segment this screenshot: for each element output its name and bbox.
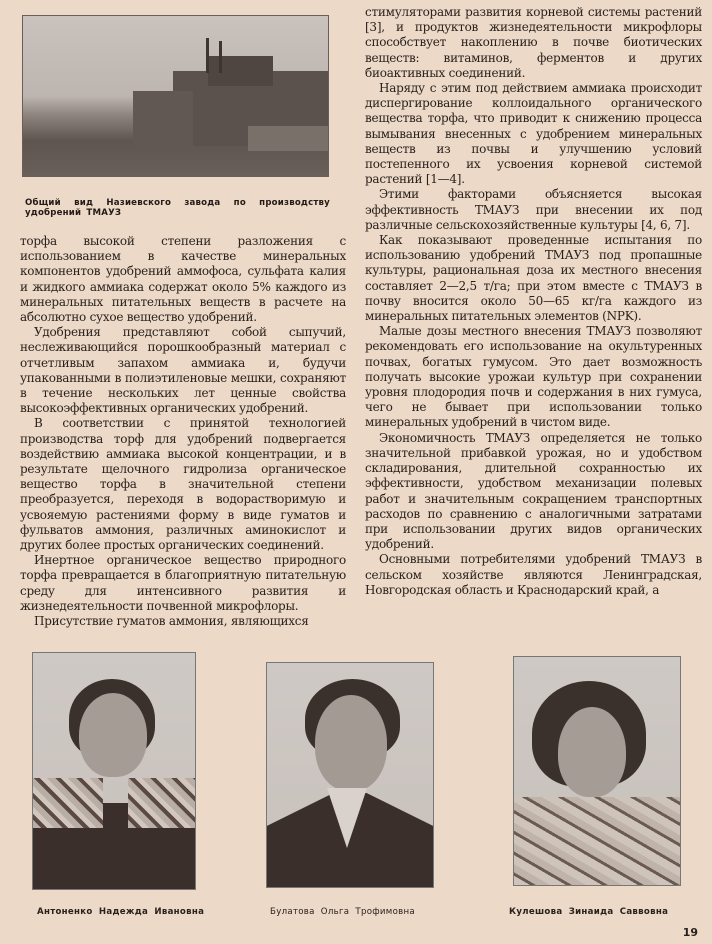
paragraph: Инертное органическое вещество природного торфа превращается в благоприятную питательную среду для интенсивного развития и жизнедеятельности почвенной микрофлоры. bbox=[20, 553, 346, 613]
portrait-face bbox=[79, 693, 147, 777]
paragraph: Как показывают проведенные испытания по использованию удобрений ТМАУЗ под пропашные культуры, рациональная доза их местного внесения составляет 2—2,5 т/га; при этом вместе с ТМАУЗ в почву вносится около 50—65 кг/га каждого из минеральных питательных элементов (NPK). bbox=[365, 233, 702, 324]
paragraph: Основными потребителями удобрений ТМАУЗ в сельском хозяйстве являются Ленинградская, Новгородская область и Краснодарский край, а bbox=[365, 552, 702, 597]
paragraph: Присутствие гуматов аммония, являющихся bbox=[34, 614, 309, 629]
portrait-name: Кулешова Зинаида Саввовна bbox=[509, 907, 669, 917]
portrait-name: Булатова Ольга Трофимовна bbox=[270, 907, 415, 917]
factory-building-wing bbox=[133, 91, 193, 146]
factory-shed bbox=[248, 126, 328, 151]
paragraph: В соответствии с принятой технологией производства торф для удобрений подвергается воздействию аммиака высокой концентрации, и в результате щелочного гидролиза органическое вещество торфа в значительной степени преобразуется, переходя в водорастворимую и усвояемую растениями форму в виде гуматов и фульватов аммония, различных аминокислот и других более простых органических соединений. bbox=[20, 416, 346, 553]
right-column bbox=[365, 5, 702, 598]
portrait-collar bbox=[128, 778, 195, 828]
paragraph: Малые дозы местного внесения ТМАУЗ позволяют рекомендовать его использование на окультуренных почвах, богатых гумусом. Это дает возможность получать высокие урожаи культур при сохранении уровня плодородия почв и содержания в них гумуса, чего не бывает при использовании только минеральных удобрений в чистом виде. bbox=[365, 324, 702, 430]
portrait-clothing bbox=[514, 797, 680, 885]
portrait-photo bbox=[513, 656, 681, 886]
factory-caption: Общий вид Назиевского завода по производству удобрений ТМАУЗ bbox=[25, 198, 330, 218]
portrait-photo bbox=[266, 662, 434, 888]
portrait-photo bbox=[32, 652, 196, 890]
paragraph: Наряду с этим под действием аммиака происходит диспергирование коллоидального органического вещества торфа, что приводит к снижению процесса вымывания внесенных с удобрением минеральных веществ из почвы и улучшению условий постепенного их усвоения корневой системой растений [1—4]. bbox=[365, 81, 702, 187]
factory-chimney-1 bbox=[206, 38, 209, 73]
page-number: 19 bbox=[682, 926, 698, 939]
paragraph: стимуляторами развития корневой системы растений [3], и продуктов жизнедеятельности микрофлоры способствует накоплению в почве биотических веществ: витаминов, ферментов и других биоактивных соединений. bbox=[365, 5, 702, 80]
factory-photo bbox=[22, 15, 329, 177]
factory-building-tower bbox=[208, 56, 273, 86]
paragraph: торфа высокой степени разложения с использованием в качестве минеральных компонентов удобрений аммофоса, сульфата калия и жидкого аммиака содержат около 5% каждого из минеральных питательных веществ в расчете на абсолютно сухое вещество удобрений. bbox=[20, 234, 346, 325]
factory-chimney-2 bbox=[219, 41, 222, 73]
paragraph: Этими факторами объясняется высокая эффективность ТМАУЗ при внесении их под различные сельскохозяйственные культуры [4, 6, 7]. bbox=[365, 187, 702, 232]
portrait-face bbox=[558, 707, 626, 797]
paragraph: Удобрения представляют собой сыпучий, неслеживающийся порошкообразный материал с отчетливым запахом аммиака и, будучи упакованными в полиэтиленовые мешки, сохраняют в течение нескольких лет ценные свойства высокоэффективных органических удобрений. bbox=[20, 325, 346, 416]
portrait-face bbox=[315, 695, 387, 791]
portrait-name: Антоненко Надежда Ивановна bbox=[37, 907, 205, 917]
portrait-collar bbox=[33, 778, 103, 828]
paragraph: Экономичность ТМАУЗ определяется не только значительной прибавкой урожая, но и удобством складирования, длительной сохранностью их эффективности, удобством механизации полевых работ и значительным сокращением транспортных расходов по сравнению с аналогичными затратами при использовании других видов органических удобрений. bbox=[365, 430, 702, 552]
left-column bbox=[20, 234, 346, 629]
